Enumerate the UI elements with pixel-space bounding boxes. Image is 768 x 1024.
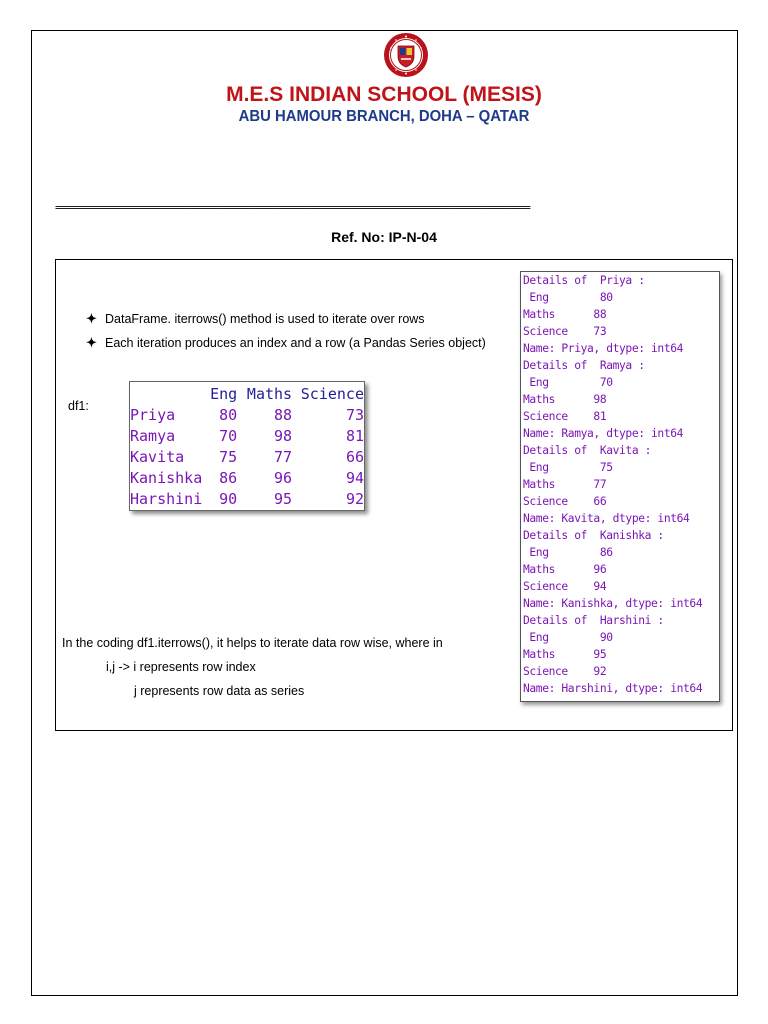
school-name: M.E.S INDIAN SCHOOL (MESIS) (226, 83, 542, 106)
row-index: Harshini (130, 490, 203, 508)
output-line: Details of Harshini : (523, 614, 664, 627)
dataframe-table (130, 384, 364, 510)
output-line: Maths 95 (523, 648, 607, 661)
bullet-text: DataFrame. iterrows() method is used to iterate over rows (105, 312, 425, 326)
row-index: Ramya (130, 427, 176, 445)
table-cell: 86 (219, 469, 238, 487)
table-row (130, 447, 364, 468)
plus-bullet-icon: ✦ (86, 311, 97, 326)
bullet-list (86, 307, 486, 355)
output-line: Science 94 (523, 580, 607, 593)
table-row (130, 489, 364, 510)
output-line: Eng 75 (523, 461, 613, 474)
code-output-image (520, 271, 720, 702)
row-index: Kanishka (130, 469, 203, 487)
column-header: Eng (210, 385, 238, 403)
explanation-line-2: i,j -> i represents row index (106, 660, 256, 674)
table-cell: 92 (345, 490, 364, 508)
table-cell: 94 (345, 469, 364, 487)
output-line: Maths 98 (523, 393, 607, 406)
table-cell: 66 (345, 448, 364, 466)
column-header: Science (300, 385, 364, 403)
row-index: Kavita (130, 448, 185, 466)
output-line: Name: Ramya, dtype: int64 (523, 427, 684, 440)
table-cell: 95 (274, 490, 293, 508)
explanation-line-1: In the coding df1.iterrows(), it helps to iterate data row wise, where in (62, 636, 443, 650)
output-line: Maths 88 (523, 308, 607, 321)
output-line: Science 66 (523, 495, 607, 508)
output-line: Details of Kavita : (523, 444, 652, 457)
table-cell: 90 (219, 490, 238, 508)
table-cell: 80 (219, 406, 238, 424)
output-line: Maths 77 (523, 478, 607, 491)
plus-bullet-icon: ✦ (86, 335, 97, 350)
row-index: Priya (130, 406, 176, 424)
table-cell: 75 (219, 448, 238, 466)
output-line: Details of Ramya : (523, 359, 645, 372)
output-line: Name: Kavita, dtype: int64 (523, 512, 690, 525)
output-line: Name: Kanishka, dtype: int64 (523, 597, 703, 610)
branch-name: ABU HAMOUR BRANCH, DOHA – QATAR (238, 108, 530, 125)
table-cell: 70 (219, 427, 238, 445)
table-row (130, 468, 364, 489)
output-line: Eng 80 (523, 291, 613, 304)
output-line: Details of Kanishka : (523, 529, 664, 542)
table-row (130, 405, 364, 426)
table-cell: 96 (274, 469, 293, 487)
divider-line: ========================================================================================== (55, 201, 530, 214)
reference-number: Ref. No: IP-N-04 (331, 229, 437, 245)
table-cell: 77 (274, 448, 293, 466)
output-line: Science 81 (523, 410, 607, 423)
output-line: Science 92 (523, 665, 607, 678)
school-logo-icon (383, 32, 429, 78)
output-line: Eng 70 (523, 376, 613, 389)
output-line: Name: Harshini, dtype: int64 (523, 682, 703, 695)
output-line: Details of Priya : (523, 274, 645, 287)
bullet-text: Each iteration produces an index and a row (a Pandas Series object) (105, 336, 486, 350)
bullet-item (86, 307, 486, 331)
dataframe-table-image (129, 381, 365, 511)
table-cell: 81 (345, 427, 364, 445)
table-row (130, 426, 364, 447)
bullet-item (86, 331, 486, 355)
output-line: Eng 86 (523, 546, 613, 559)
column-header (130, 384, 202, 405)
table-cell: 98 (274, 427, 293, 445)
dataframe-label: df1: (68, 399, 89, 413)
output-line: Name: Priya, dtype: int64 (523, 342, 684, 355)
table-cell: 88 (274, 406, 293, 424)
column-header: Maths (246, 385, 293, 403)
table-cell: 73 (345, 406, 364, 424)
output-line: Science 73 (523, 325, 607, 338)
explanation-line-3: j represents row data as series (134, 684, 305, 698)
output-line: Eng 90 (523, 631, 613, 644)
output-line: Maths 96 (523, 563, 607, 576)
table-header-row (130, 384, 364, 405)
